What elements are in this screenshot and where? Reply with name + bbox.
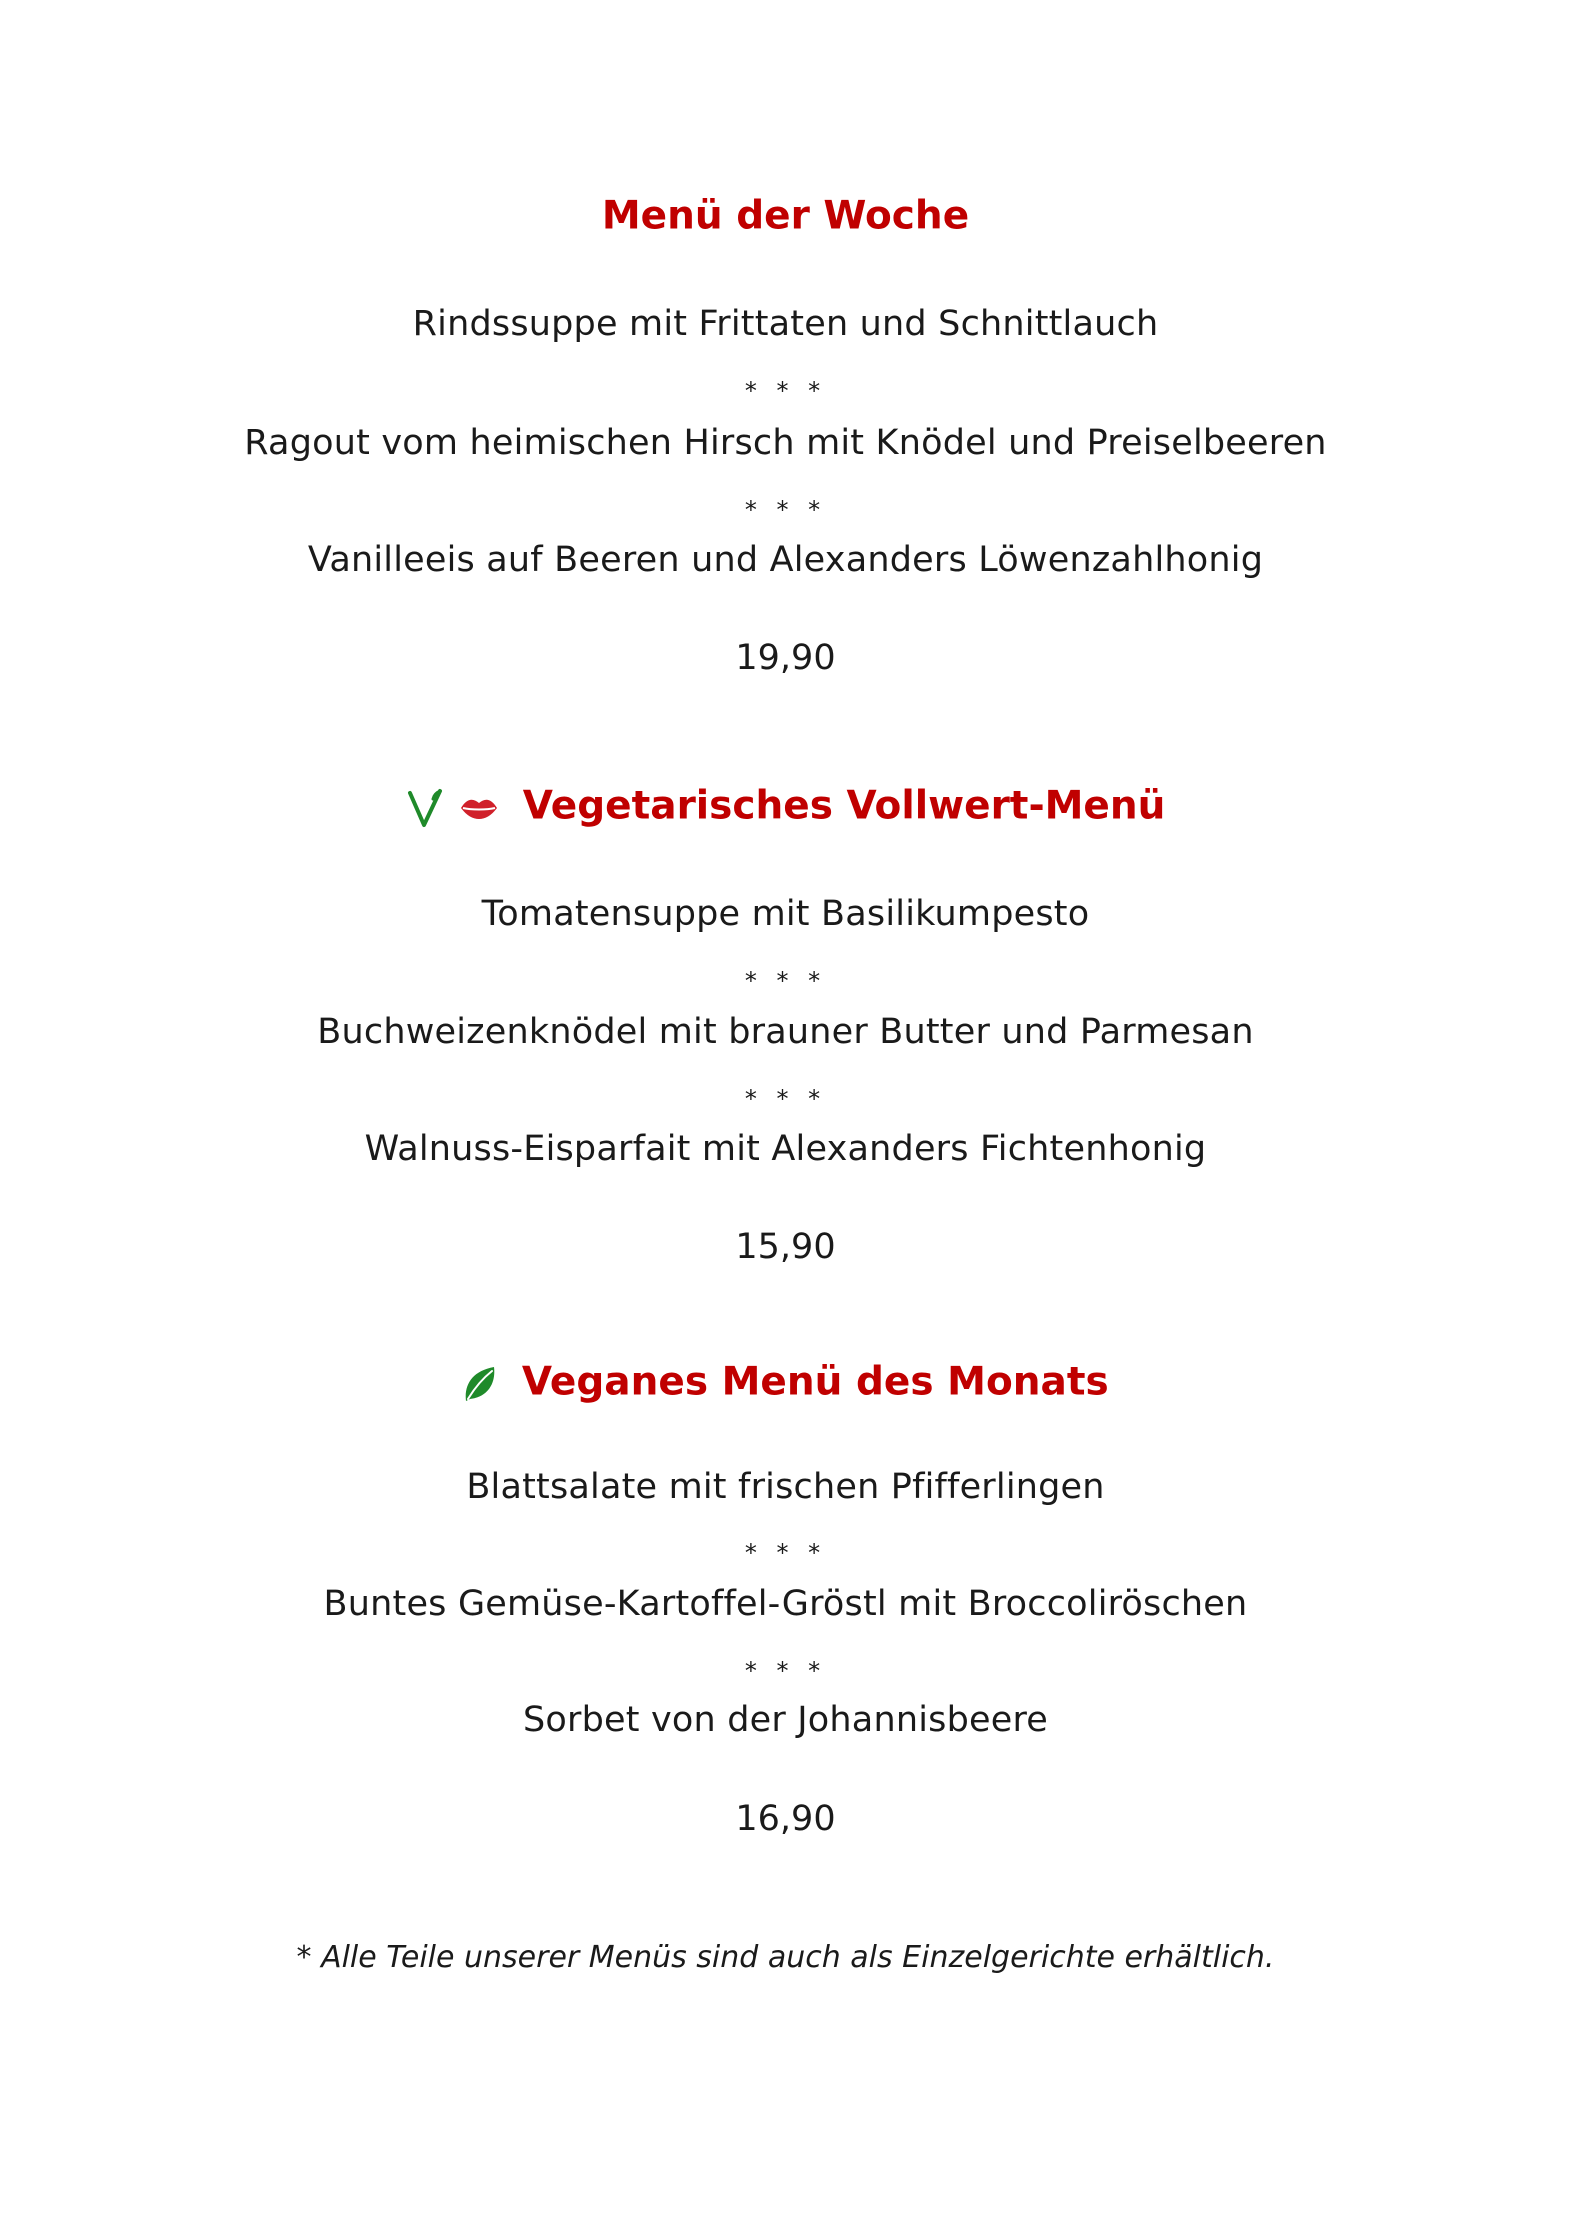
course-dessert: Walnuss-Eisparfait mit Alexanders Fichtenhonig — [364, 1129, 1207, 1169]
menu-price: 16,90 — [735, 1799, 836, 1839]
course-starter: Blattsalate mit frischen Pfifferlingen — [466, 1467, 1105, 1507]
section-heading-weekly-menu — [0, 190, 1571, 242]
course-separator: * * * — [744, 496, 827, 524]
section-heading-vegetarian-menu — [0, 780, 1571, 832]
course-dessert: Sorbet von der Johannisbeere — [522, 1700, 1049, 1740]
section-icons — [406, 782, 500, 832]
section-title: Vegetarisches Vollwert-Menü — [522, 783, 1166, 829]
menu-price: 19,90 — [735, 638, 836, 678]
section-title: Menü der Woche — [601, 193, 970, 239]
leaf-icon — [462, 1363, 498, 1405]
course-separator: * * * — [744, 377, 827, 405]
course-main: Buntes Gemüse-Kartoffel-Gröstl mit Broccoliröschen — [323, 1584, 1248, 1624]
footnote: * Alle Teile unserer Menüs sind auch als Einzelgerichte erhältlich. — [296, 1940, 1275, 1975]
course-main: Buchweizenknödel mit brauner Butter und Parmesan — [317, 1012, 1254, 1052]
course-starter: Tomatensuppe mit Basilikumpesto — [481, 894, 1090, 934]
course-separator: * * * — [744, 1539, 827, 1567]
course-starter: Rindssuppe mit Frittaten und Schnittlauch — [412, 304, 1159, 344]
section-title: Veganes Menü des Monats — [521, 1359, 1109, 1405]
course-dessert: Vanilleeis auf Beeren und Alexanders Löwenzahlhonig — [307, 540, 1264, 580]
lips-icon — [459, 794, 499, 822]
section-icons — [462, 1358, 498, 1408]
course-separator: * * * — [744, 1085, 827, 1113]
course-separator: * * * — [744, 967, 827, 995]
section-heading-vegan-menu — [0, 1356, 1571, 1408]
menu-price: 15,90 — [735, 1227, 836, 1267]
course-main: Ragout vom heimischen Hirsch mit Knödel und Preiselbeeren — [244, 423, 1327, 463]
vegetarian-v-icon — [406, 787, 446, 829]
course-separator: * * * — [744, 1657, 827, 1685]
